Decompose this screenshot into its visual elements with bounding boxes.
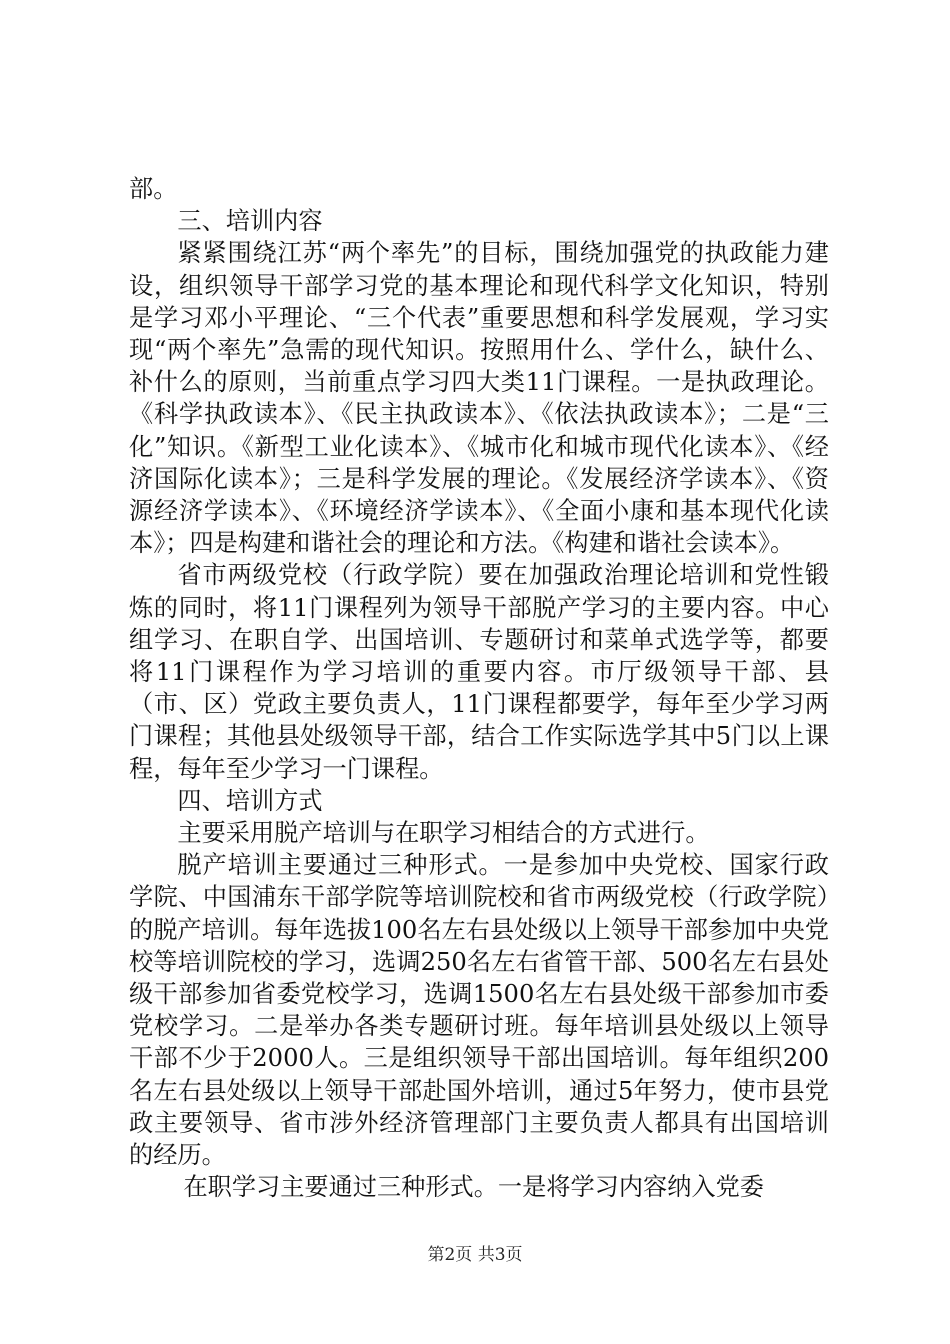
paragraph-onjob-learning: 在职学习主要通过三种形式。一是将学习内容纳入党委 xyxy=(183,1173,764,1202)
section-heading-training-methods: 四、培训方式 xyxy=(177,786,323,815)
paragraph-methods-summary: 主要采用脱产培训与在职学习相结合的方式进行。 xyxy=(177,819,710,848)
page-number-label: 第2页 共3页 xyxy=(427,1245,523,1265)
paragraph-offjob-training: 脱产培训主要通过三种形式。一是参加中央党校、国家行政学院、中国浦东干部学院等培训院校和省市两级党校（行政学院）的脱产培训。每年选拔100名左右县处级以上领导干部参加中央党校等培训院校的学习，选调250名左右省管干部、500名左右县处级干部参加省委党校学习，选调1500名左右县处级干部参加市委党校学习。二是举办各类专题研讨班。每年培训县处级以上领导干部不少于2000人。三是组织领导干部出国培训。每年组织200名左右县处级以上领导干部赴国外培训，通过5年努力，使市县党政主要领导、省市涉外经济管理部门主要负责人都具有出国培训的经历。 xyxy=(129,851,829,1170)
paragraph-continuation: 部。 xyxy=(129,175,178,203)
document-body xyxy=(129,173,829,1204)
paragraph-party-school-courses: 省市两级党校（行政学院）要在加强政治理论培训和党性锻炼的同时，将11门课程列为领导干部脱产学习的主要内容。中心组学习、在职自学、出国培训、专题研讨和菜单式选学等，都要将11门课程作为学习培训的重要内容。市厅级领导干部、县（市、区）党政主要负责人，11门课程都要学，每年至少学习两门课程；其他县处级领导干部，结合工作实际选学其中5门以上课程，每年至少学习一门课程。 xyxy=(129,561,829,783)
paragraph-training-content: 紧紧围绕江苏“两个率先”的目标，围绕加强党的执政能力建设，组织领导干部学习党的基本理论和现代科学文化知识，特别是学习邓小平理论、“三个代表”重要思想和科学发展观，学习实现“两个率先”急需的现代知识。按照用什么、学什么，缺什么、补什么的原则，当前重点学习四大类11门课程。一是执政理论。《科学执政读本》、《民主执政读本》、《依法执政读本》；二是“三化”知识。《新型工业化读本》、《城市化和城市现代化读本》、《经济国际化读本》；三是科学发展的理论。《发展经济学读本》、《资源经济学读本》、《环境经济学读本》、《全面小康和基本现代化读本》；四是构建和谐社会的理论和方法。《构建和谐社会读本》。 xyxy=(129,239,829,558)
page-footer xyxy=(0,1244,950,1266)
section-heading-training-content: 三、培训内容 xyxy=(177,207,323,236)
